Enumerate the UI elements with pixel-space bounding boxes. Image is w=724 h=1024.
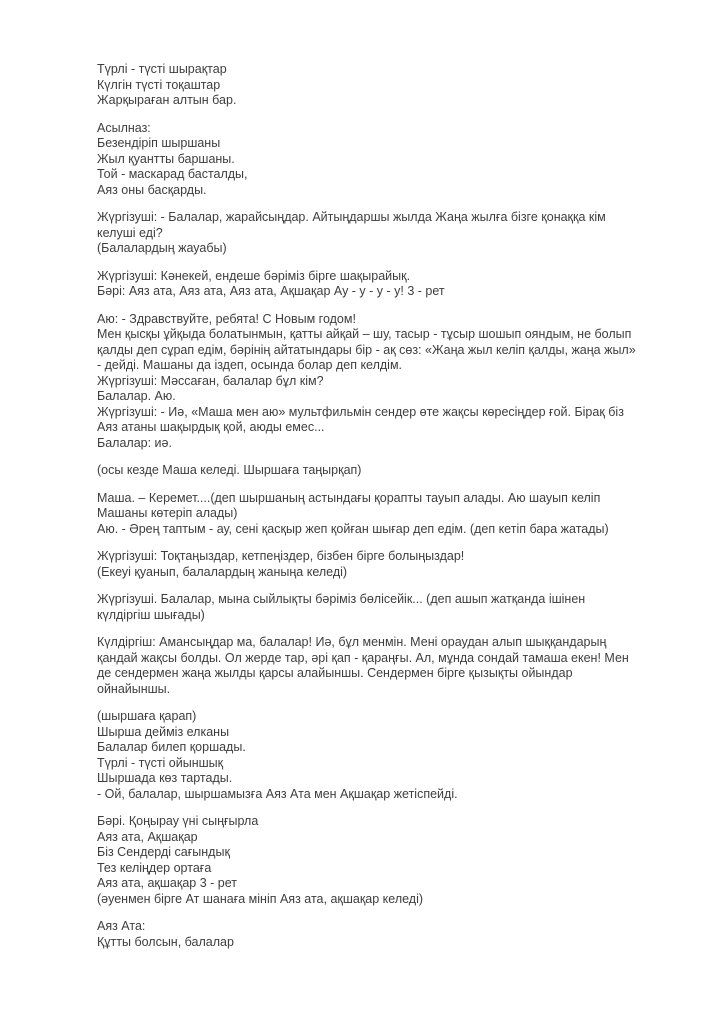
text-line: Түрлі - түсті шырақтар xyxy=(97,62,227,76)
text-line: Машаны көтеріп алады) xyxy=(97,506,238,520)
text-line: Балалар: иә. xyxy=(97,435,172,450)
text-line: қалды деп сұрап едім, бәрінің айтатындары бір - ақ сөз: «Жаңа жыл келіп қалды, жаңа жыл» xyxy=(97,342,636,357)
text-line: - Ой, балалар, шыршамызға Аяз Ата мен Ақшақар жетіспейді. xyxy=(97,786,458,801)
text-line: Бәрі: Аяз ата, Аяз ата, Аяз ата, Ақшақар Ау - у - у - у! 3 - рет xyxy=(97,284,445,298)
text-line: Шыршада көз тартады. xyxy=(97,771,233,785)
text-line: Аю: - Здравствуйте, ребята! С Новым годом! xyxy=(97,311,356,326)
text-line: Жарқыраған алтын бар. xyxy=(97,93,237,107)
paragraph xyxy=(97,549,709,580)
text-line: Аяз атаны шақырдық қой, аюды емес... xyxy=(97,420,325,434)
text-line: Күлдіргіш: Амансыңдар ма, балалар! Иә, бұл менмін. Мені ораудан алып шыққандарың xyxy=(97,635,607,649)
text-line: ойнайыншы. xyxy=(97,681,171,696)
text-line: күлдіргіш шығады) xyxy=(97,607,205,622)
text-line: Жүргізуші: Кәнекей, ендеше бәріміз бірге шақырайық. xyxy=(97,268,411,283)
text-line: Балалар. Аю. xyxy=(97,389,176,403)
text-line: қандай жақсы болды. Ол жерде тар, әрі қап - қараңғы. Ал, мұнда сондай тамаша екен! Мен xyxy=(97,650,629,665)
paragraph xyxy=(97,62,709,109)
text-line: (осы кезде Маша келеді. Шыршаға таңырқап) xyxy=(97,463,362,477)
paragraph xyxy=(97,919,709,950)
paragraph xyxy=(97,491,709,538)
text-line: Жүргізуші: Тоқтаңыздар, кетпеңіздер, бізбен бірге болыңыздар! xyxy=(97,549,465,563)
paragraph xyxy=(97,814,709,907)
text-line: Жүргізуші: Мәссаған, балалар бұл кім? xyxy=(97,373,324,388)
text-line: - дейді. Машаны да іздеп, осында болар деп келдім. xyxy=(97,358,403,372)
paragraph xyxy=(97,592,709,623)
text-line: Жүргізуші: - Иә, «Маша мен аю» мультфильмін сендер өте жақсы көресіңдер ғой. Бірақ біз xyxy=(97,404,624,419)
text-line: Той - маскарад басталды, xyxy=(97,167,248,181)
text-line: Түрлі - түсті ойыншық xyxy=(97,755,224,770)
text-line: Мен қысқы ұйқыда болатынмын, қатты айқай – шу, тасыр - тұсыр шошып ояндым, не болып xyxy=(97,327,632,341)
text-line: Аяз оны басқарды. xyxy=(97,182,207,197)
text-line: Аяз ата, Ақшақар xyxy=(97,829,198,844)
paragraph xyxy=(97,121,709,199)
paragraph xyxy=(97,210,709,257)
text-line: Жыл қуантты баршаны. xyxy=(97,151,235,166)
text-line: Күлгін түсті тоқаштар xyxy=(97,77,221,92)
text-line: Безендіріп шыршаны xyxy=(97,136,221,150)
paragraph xyxy=(97,635,709,697)
paragraph xyxy=(97,463,709,479)
text-line: Шырша дейміз елканы xyxy=(97,724,230,739)
text-line: Құтты болсын, балалар xyxy=(97,934,234,949)
paragraph xyxy=(97,269,709,300)
text-line: келуші еді? xyxy=(97,225,163,240)
text-line: Аю. - Әрең таптым - ау, сені қасқыр жеп қойған шығар деп едім. (деп кетіп бара жатады) xyxy=(97,521,609,536)
document-text-body xyxy=(97,62,709,962)
text-line: Тез келіңдер ортаға xyxy=(97,860,212,875)
text-line: де сендермен жаңа жылды қарсы алайыншы. Сендермен бірге қызықты ойындар xyxy=(97,666,573,680)
text-line: Біз Сендерді сағындық xyxy=(97,845,230,859)
text-line: Жүргізуші. Балалар, мына сыйлықты бәріміз бөлісейік... (деп ашып жатқанда ішінен xyxy=(97,592,586,606)
text-line: Маша. – Керемет....(деп шыршаның астындағы қорапты тауып алады. Аю шауып келіп xyxy=(97,490,601,505)
text-line: Балалар билеп қоршады. xyxy=(97,740,246,754)
text-line: (Балалардың жауабы) xyxy=(97,241,227,255)
text-line: (Екеуі қуанып, балалардың жаныңа келеді) xyxy=(97,564,348,579)
text-line: Бәрі. Қоңырау үні сыңғырла xyxy=(97,814,259,828)
text-line: Жүргізуші: - Балалар, жарайсыңдар. Айтыңдаршы жылда Жаңа жылға бізге қонаққа кім xyxy=(97,210,606,224)
paragraph xyxy=(97,709,709,802)
text-line: Аяз ата, ақшақар 3 - рет xyxy=(97,876,237,890)
text-line: (шыршаға қарап) xyxy=(97,709,197,723)
text-line: Аяз Ата: xyxy=(97,919,146,933)
paragraph xyxy=(97,312,709,452)
text-line: (әуенмен бірге Ат шанаға мініп Аяз ата, ақшақар келеді) xyxy=(97,891,424,906)
text-line: Асылназ: xyxy=(97,120,151,135)
